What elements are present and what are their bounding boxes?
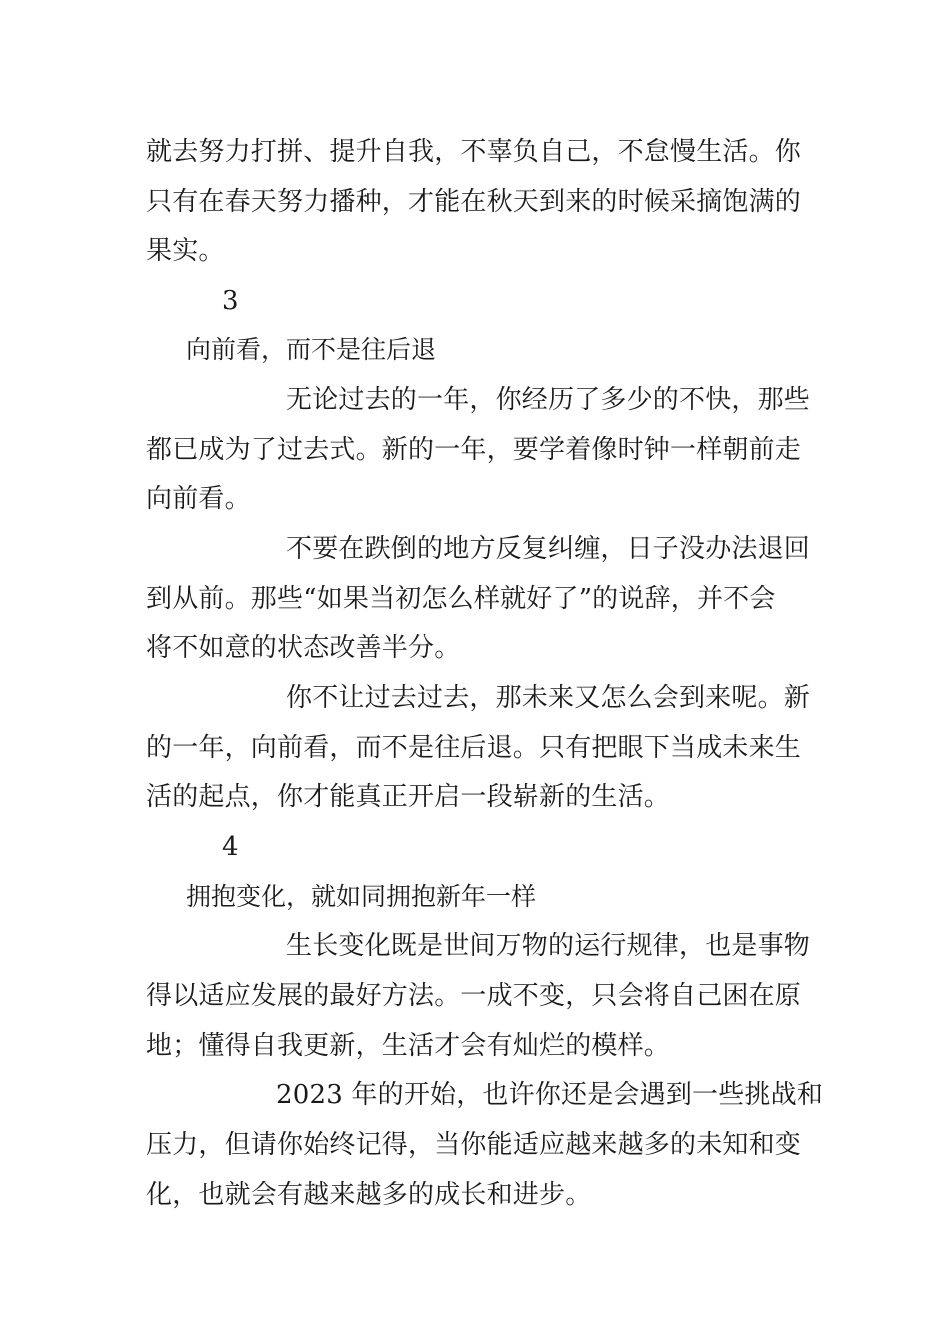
body-text-line: 果实。 [146, 236, 225, 266]
section-number: 4 [222, 832, 239, 862]
body-text-line: 无论过去的一年，你经历了多少的不快，那些 [286, 385, 811, 415]
section-number: 3 [222, 286, 239, 316]
body-text-line: 生长变化既是世间万物的运行规律，也是事物 [286, 931, 811, 961]
body-text-line: 化，也就会有越来越多的成长和进步。 [146, 1180, 592, 1210]
body-text-line: 都已成为了过去式。新的一年，要学着像时钟一样朝前走 [146, 435, 802, 465]
body-text-line: 活的起点，你才能真正开启一段崭新的生活。 [146, 782, 671, 812]
body-text-line: 2023 年的开始，也许你还是会遇到一些挑战和 [276, 1080, 824, 1110]
body-text-line: 压力，但请你始终记得，当你能适应越来越多的未知和变 [146, 1130, 802, 1160]
body-text-line: 得以适应发展的最好方法。一成不变，只会将自己困在原 [146, 981, 802, 1011]
body-text-line: 的一年，向前看，而不是往后退。只有把眼下当成未来生 [146, 733, 802, 763]
body-text-line: 只有在春天努力播种，才能在秋天到来的时候采摘饱满的 [146, 187, 802, 217]
body-text-line: 就去努力打拼、提升自我，不辜负自己，不怠慢生活。你 [146, 137, 802, 167]
body-text-line: 将不如意的状态改善半分。 [146, 633, 461, 663]
body-text-line: 不要在跌倒的地方反复纠缠，日子没办法退回 [286, 534, 811, 564]
body-text-line: 到从前。那些“如果当初怎么样就好了”的说辞，并不会 [146, 584, 776, 614]
body-text-line: 你不让过去过去，那未来又怎么会到来呢。新 [286, 683, 811, 713]
section-heading: 向前看，而不是往后退 [186, 335, 437, 364]
body-text-line: 地；懂得自我更新，生活才会有灿烂的模样。 [146, 1031, 671, 1061]
body-text-line: 向前看。 [146, 484, 251, 514]
section-heading: 拥抱变化，就如同拥抱新年一样 [186, 882, 537, 911]
